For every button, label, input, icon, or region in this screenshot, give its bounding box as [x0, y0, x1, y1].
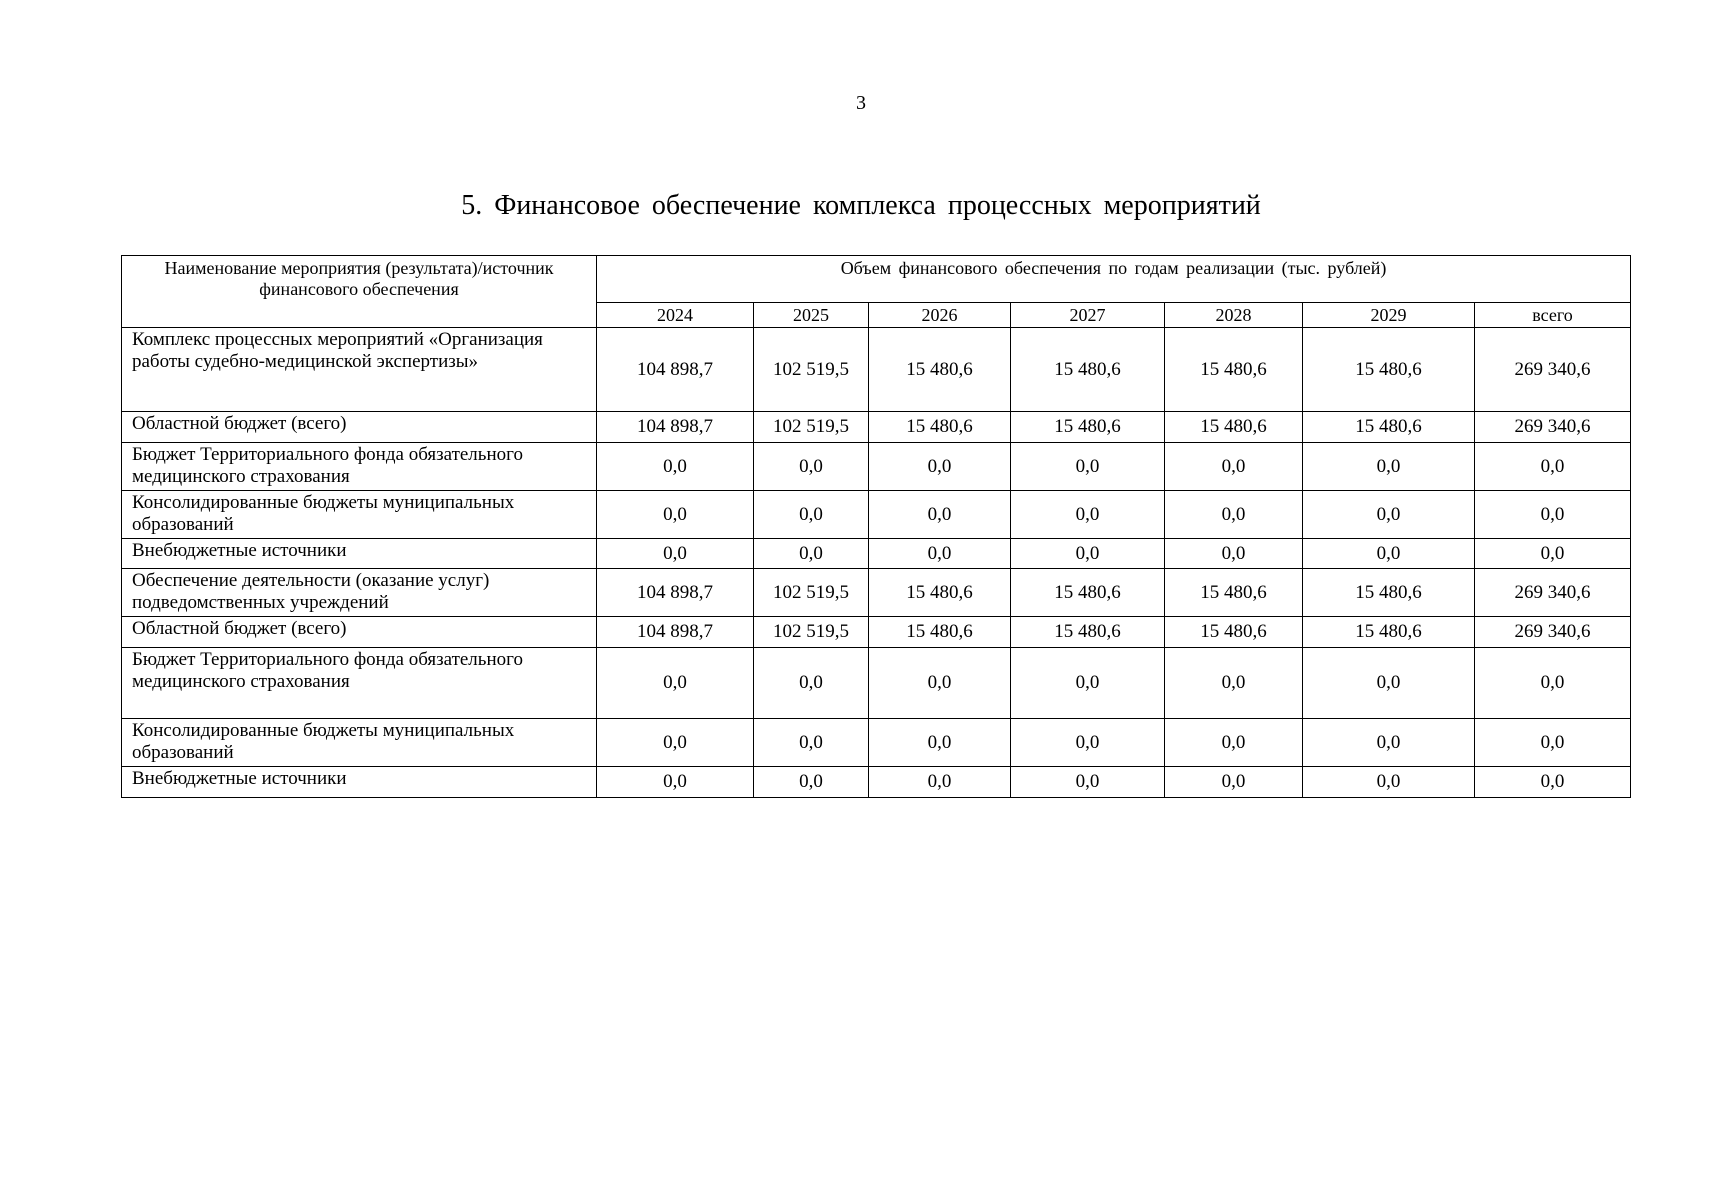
cell-value: 0,0: [754, 719, 869, 767]
financial-table: [121, 255, 1631, 798]
table-row: [122, 328, 1631, 412]
cell-total: 0,0: [1475, 539, 1631, 569]
year-header: 2029: [1303, 303, 1475, 328]
cell-value: 102 519,5: [754, 412, 869, 443]
cell-value: 0,0: [1011, 648, 1165, 719]
cell-value: 15 480,6: [1165, 412, 1303, 443]
table-row: [122, 539, 1631, 569]
row-name: Бюджет Территориального фонда обязательного медицинского страхования: [122, 648, 597, 719]
cell-value: 0,0: [1165, 719, 1303, 767]
cell-total: 0,0: [1475, 648, 1631, 719]
cell-value: 15 480,6: [1303, 617, 1475, 648]
row-name: Внебюджетные источники: [122, 767, 597, 798]
cell-total: 0,0: [1475, 719, 1631, 767]
cell-value: 104 898,7: [597, 412, 754, 443]
table-row: [122, 767, 1631, 798]
table-header-row: [122, 256, 1631, 303]
cell-total: 0,0: [1475, 443, 1631, 491]
table-row: [122, 412, 1631, 443]
document-title: 5. Финансовое обеспечение комплекса процессных мероприятий: [461, 190, 1261, 221]
cell-total: 269 340,6: [1475, 328, 1631, 412]
name-column-header: Наименование мероприятия (результата)/источник финансового обеспечения: [122, 256, 597, 328]
cell-value: 0,0: [597, 491, 754, 539]
cell-value: 104 898,7: [597, 617, 754, 648]
year-header: 2025: [754, 303, 869, 328]
cell-value: 0,0: [1011, 767, 1165, 798]
row-name: Внебюджетные источники: [122, 539, 597, 569]
cell-value: 15 480,6: [1165, 617, 1303, 648]
cell-value: 15 480,6: [1011, 328, 1165, 412]
cell-value: 15 480,6: [869, 617, 1011, 648]
cell-value: 15 480,6: [1011, 617, 1165, 648]
cell-total: 269 340,6: [1475, 617, 1631, 648]
cell-value: 0,0: [869, 767, 1011, 798]
cell-value: 0,0: [869, 719, 1011, 767]
table-row: [122, 648, 1631, 719]
cell-value: 0,0: [597, 443, 754, 491]
row-name: Комплекс процессных мероприятий «Организация работы судебно-медицинской экспертизы»: [122, 328, 597, 412]
total-header: всего: [1475, 303, 1631, 328]
year-header: 2026: [869, 303, 1011, 328]
cell-value: 0,0: [1165, 443, 1303, 491]
cell-value: 15 480,6: [869, 412, 1011, 443]
cell-value: 0,0: [597, 767, 754, 798]
cell-value: 0,0: [1303, 443, 1475, 491]
cell-value: 0,0: [754, 443, 869, 491]
cell-value: 15 480,6: [1165, 569, 1303, 617]
cell-value: 0,0: [1303, 648, 1475, 719]
cell-value: 104 898,7: [597, 328, 754, 412]
cell-value: 15 480,6: [1303, 569, 1475, 617]
table-row: [122, 491, 1631, 539]
cell-value: 0,0: [869, 539, 1011, 569]
cell-value: 0,0: [754, 648, 869, 719]
cell-value: 102 519,5: [754, 617, 869, 648]
cell-value: 0,0: [1165, 767, 1303, 798]
row-name: Обеспечение деятельности (оказание услуг) подведомственных учреждений: [122, 569, 597, 617]
year-header: 2027: [1011, 303, 1165, 328]
cell-total: 269 340,6: [1475, 569, 1631, 617]
cell-value: 0,0: [754, 767, 869, 798]
row-name: Областной бюджет (всего): [122, 617, 597, 648]
volume-column-header: Объем финансового обеспечения по годам реализации (тыс. рублей): [597, 256, 1631, 303]
page-number: 3: [856, 92, 866, 114]
row-name: Консолидированные бюджеты муниципальных образований: [122, 719, 597, 767]
cell-value: 0,0: [1165, 648, 1303, 719]
table-row: [122, 443, 1631, 491]
cell-value: 15 480,6: [869, 328, 1011, 412]
cell-value: 102 519,5: [754, 569, 869, 617]
cell-value: 0,0: [1011, 443, 1165, 491]
cell-value: 0,0: [1165, 491, 1303, 539]
cell-value: 0,0: [597, 648, 754, 719]
table-row: [122, 719, 1631, 767]
cell-value: 0,0: [754, 491, 869, 539]
row-name: Консолидированные бюджеты муниципальных образований: [122, 491, 597, 539]
cell-value: 0,0: [869, 648, 1011, 719]
cell-value: 0,0: [1011, 539, 1165, 569]
cell-total: 0,0: [1475, 767, 1631, 798]
cell-value: 0,0: [597, 539, 754, 569]
cell-value: 0,0: [1303, 539, 1475, 569]
cell-value: 0,0: [1303, 767, 1475, 798]
cell-total: 0,0: [1475, 491, 1631, 539]
cell-value: 0,0: [1303, 719, 1475, 767]
cell-value: 15 480,6: [869, 569, 1011, 617]
cell-value: 15 480,6: [1011, 569, 1165, 617]
cell-value: 15 480,6: [1303, 412, 1475, 443]
cell-value: 15 480,6: [1303, 328, 1475, 412]
cell-value: 0,0: [1165, 539, 1303, 569]
row-name: Бюджет Территориального фонда обязательного медицинского страхования: [122, 443, 597, 491]
cell-value: 0,0: [1011, 719, 1165, 767]
cell-value: 102 519,5: [754, 328, 869, 412]
year-header: 2024: [597, 303, 754, 328]
cell-value: 0,0: [869, 443, 1011, 491]
cell-value: 15 480,6: [1165, 328, 1303, 412]
cell-value: 0,0: [1011, 491, 1165, 539]
cell-value: 0,0: [597, 719, 754, 767]
cell-value: 104 898,7: [597, 569, 754, 617]
row-name: Областной бюджет (всего): [122, 412, 597, 443]
cell-value: 0,0: [754, 539, 869, 569]
table-row: [122, 617, 1631, 648]
cell-value: 0,0: [869, 491, 1011, 539]
cell-total: 269 340,6: [1475, 412, 1631, 443]
year-header: 2028: [1165, 303, 1303, 328]
table-row: [122, 569, 1631, 617]
cell-value: 15 480,6: [1011, 412, 1165, 443]
cell-value: 0,0: [1303, 491, 1475, 539]
